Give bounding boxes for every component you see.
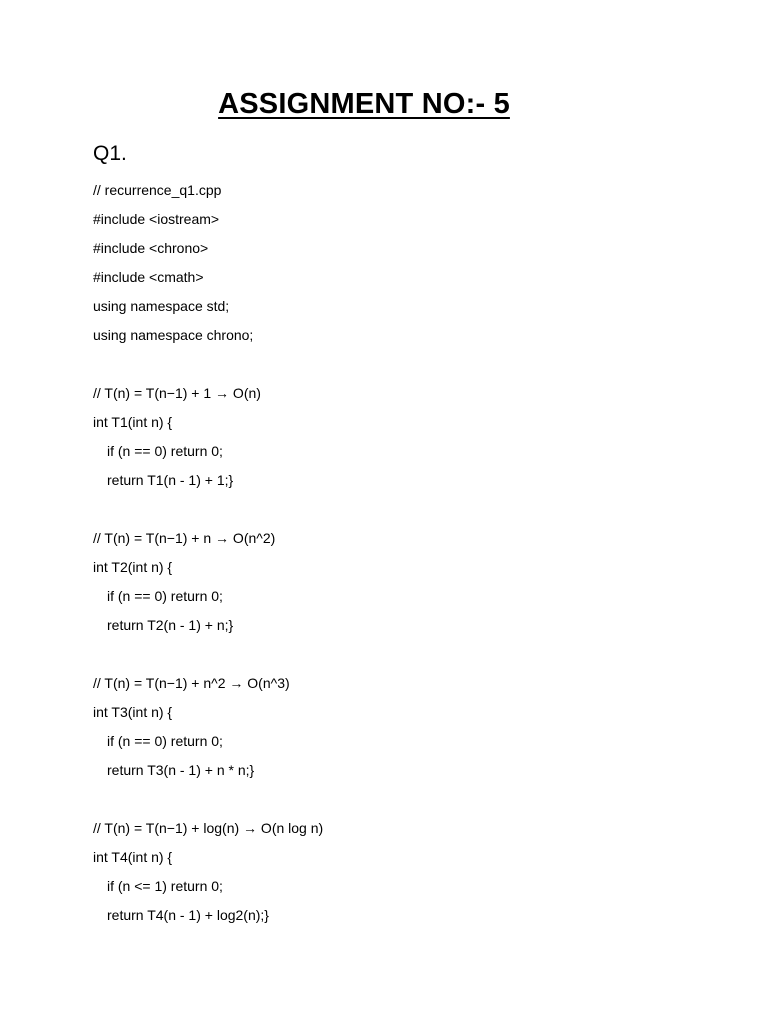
code-line: if (n <= 1) return 0; <box>107 878 223 894</box>
code-line: using namespace chrono; <box>93 327 254 343</box>
code-line: // T(n) = T(n−1) + 1 → O(n) <box>93 385 261 401</box>
code-line: int T4(int n) { <box>93 849 173 865</box>
code-line: #include <cmath> <box>93 269 204 285</box>
code-block <box>93 176 693 930</box>
code-line: using namespace std; <box>93 298 230 314</box>
code-line: if (n == 0) return 0; <box>107 588 223 604</box>
page-title: ASSIGNMENT NO:- 5 <box>218 88 510 120</box>
code-line: return T2(n - 1) + n;} <box>107 617 234 633</box>
code-line: if (n == 0) return 0; <box>107 443 223 459</box>
code-line: return T1(n - 1) + 1;} <box>107 472 234 488</box>
code-line: return T4(n - 1) + log2(n);} <box>107 907 269 923</box>
code-line: if (n == 0) return 0; <box>107 733 223 749</box>
blank-line <box>93 495 693 524</box>
code-line: // T(n) = T(n−1) + log(n) → O(n log n) <box>93 820 324 836</box>
code-line: // recurrence_q1.cpp <box>93 182 222 198</box>
code-line: // T(n) = T(n−1) + n → O(n^2) <box>93 530 276 546</box>
blank-line <box>93 640 693 669</box>
code-line: #include <iostream> <box>93 211 220 227</box>
code-line: int T3(int n) { <box>93 704 173 720</box>
code-line: int T1(int n) { <box>93 414 173 430</box>
code-line: return T3(n - 1) + n * n;} <box>107 762 255 778</box>
blank-line <box>93 350 693 379</box>
question-label: Q1. <box>93 142 127 165</box>
code-line: #include <chrono> <box>93 240 209 256</box>
code-line: int T2(int n) { <box>93 559 173 575</box>
blank-line <box>93 785 693 814</box>
code-line: // T(n) = T(n−1) + n^2 → O(n^3) <box>93 675 290 691</box>
